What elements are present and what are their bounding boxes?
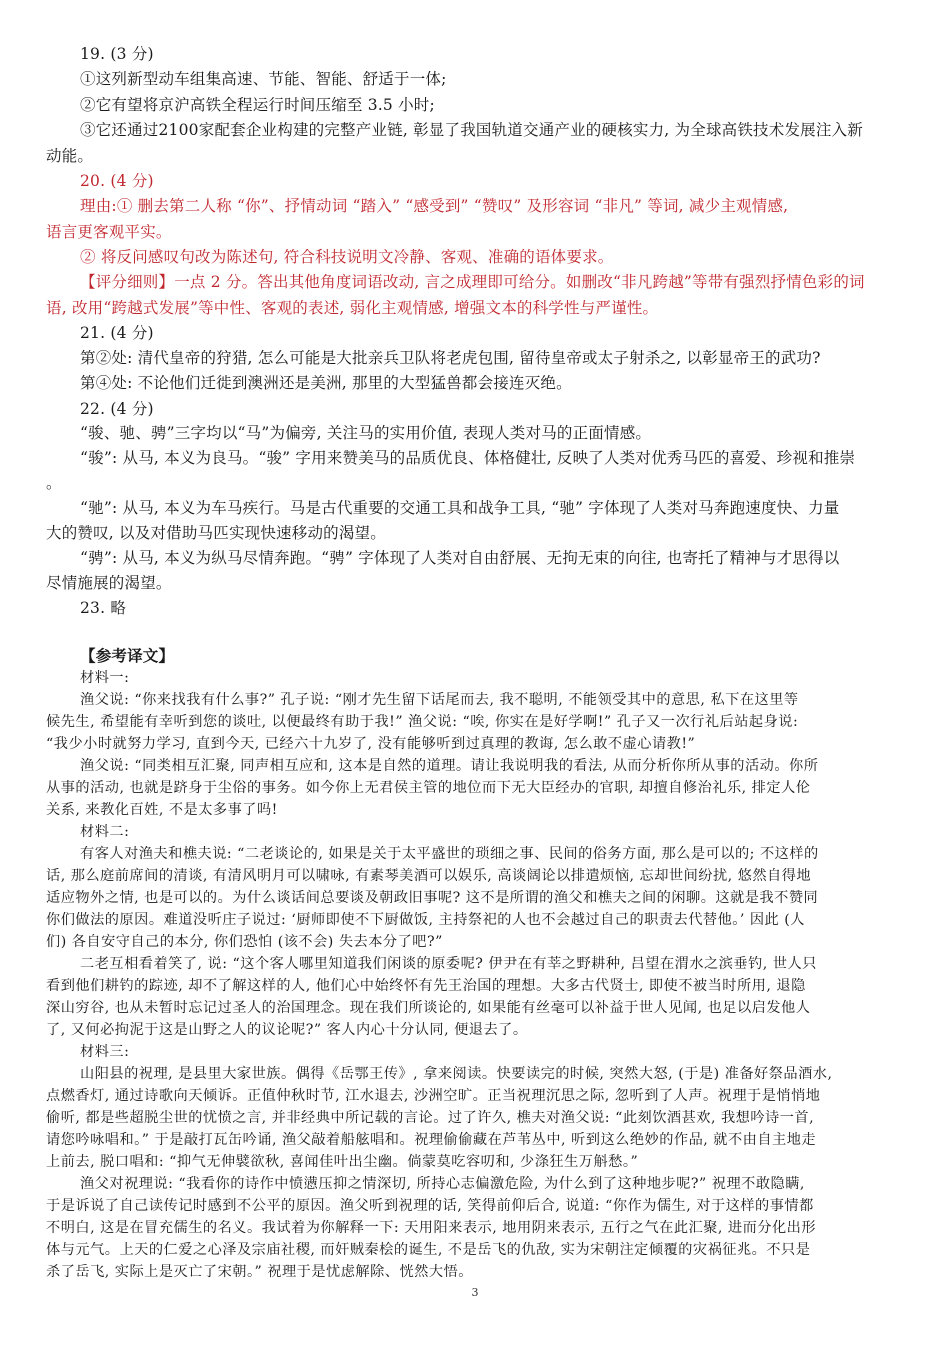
- q19-header: 19. (3 分): [80, 45, 154, 63]
- q20-scoring-rule-cont: 语, 改用“跨越式发展”等中性、客观的表述, 弱化主观情感, 增强文本的科学性与严谨性。: [46, 299, 659, 317]
- q20-reason-1-cont: 语言更客观平实。: [46, 223, 172, 241]
- q22-header: 22. (4 分): [80, 400, 154, 418]
- material-1-line: 候先生, 希望能有幸听到您的谈吐, 以便最终有助于我!” 渔父说: “唉, 你实在是好学啊!” 孔子又一次行礼后站起身说:: [46, 714, 799, 730]
- q21-header: 21. (4 分): [80, 324, 154, 342]
- material-1-line: 关系, 来教化百姓, 不是太多事了吗!: [46, 802, 278, 818]
- page-number: 3: [471, 1286, 479, 1299]
- material-3-line: 不明白, 这是在冒充儒生的名义。我试着为你解释一下: 天用阳来表示, 地用阴来表示, 五行之气在此汇聚, 进而分化出形: [46, 1220, 817, 1236]
- material-3-line: 点燃香灯, 通过诗歌向天倾诉。正值仲秋时节, 江水退去, 沙洲空旷。正当祝理沉思之际, 忽听到了人声。祝理于是悄悄地: [46, 1088, 821, 1104]
- q22-line-2-cont: 。: [46, 474, 62, 492]
- q22-line-4-cont: 尽情施展的渴望。: [46, 574, 172, 592]
- material-2-line: 有客人对渔夫和樵夫说: “二老谈论的, 如果是关于太平盛世的琐细之事、民间的俗务方面, 那么是可以的; 不这样的: [80, 846, 819, 862]
- material-1-line: 从事的活动, 也就是跻身于尘俗的事务。如今你上无君侯主管的地位而下无大臣经办的官职, 却擅自修治礼乐, 排定人伦: [46, 780, 811, 796]
- material-2-line: 二老互相看着笑了, 说: “这个客人哪里知道我们闲谈的原委呢? 伊尹在有莘之野耕种, 吕望在渭水之滨垂钓, 世人只: [80, 956, 817, 972]
- q19-line-2: ②它有望将京沪高铁全程运行时间压缩至 3.5 小时;: [80, 96, 435, 114]
- material-2-line: 们) 各自安守自己的本分, 你们恐怕 (该不会) 失去本分了吧?”: [46, 934, 443, 950]
- q22-line-3-cont: 大的赞叹, 以及对借助马匹实现快速移动的渴望。: [46, 524, 386, 542]
- material-1-line: 渔父说: “同类相互汇聚, 同声相互应和, 这本是自然的道理。请让我说明我的看法, 从而分析你所从事的活动。你所: [80, 758, 819, 774]
- material-2-line: 看到他们耕钓的踪迹, 却不了解这样的人, 他们心中始终怀有先王治国的理想。大多古代贤士, 即使不被当时所用, 退隐: [46, 978, 806, 994]
- material-3-line: 杀了岳飞, 实际上是灭亡了宋朝。” 祝理于是忧虑解除、恍然大悟。: [46, 1264, 473, 1280]
- q22-line-1: “骏、驰、骋”三字均以“马”为偏旁, 关注马的实用价值, 表现人类对马的正面情感。: [80, 424, 652, 442]
- q20-reason-2: ② 将反问感叹句改为陈述句, 符合科技说明文冷静、客观、准确的语体要求。: [80, 248, 614, 266]
- q23-header: 23. 略: [80, 599, 127, 617]
- material-1-header: 材料一:: [80, 670, 130, 686]
- material-3-line: 上前去, 脱口唱和: “抑气无伸襞欲秋, 喜闻佳叶出尘幽。倘蒙莫吃容叨和, 少涤狂生万斛愁。”: [46, 1154, 639, 1170]
- material-2-header: 材料二:: [80, 824, 130, 840]
- material-3-line: 请您吟咏唱和。” 于是敲打瓦缶吟诵, 渔父敲着船舷唱和。祝理偷偷藏在芦苇丛中, 听到这么绝妙的作品, 就不由自主地走: [46, 1132, 817, 1148]
- q19-line-3-cont: 动能。: [46, 147, 94, 165]
- q20-reason-1: 理由:① 删去第二人称 “你”、抒情动词 “踏入” “感受到” “赞叹” 及形容词 “非凡” 等词, 减少主观情感,: [80, 197, 789, 215]
- material-3-header: 材料三:: [80, 1044, 130, 1060]
- q21-line-1: 第②处: 清代皇帝的狩猎, 怎么可能是大批亲兵卫队将老虎包围, 留待皇帝或太子射杀之, 以彰显帝王的武功?: [80, 349, 821, 367]
- q19-line-1: ①这列新型动车组集高速、节能、智能、舒适于一体;: [80, 70, 447, 88]
- q20-header: 20. (4 分): [80, 172, 154, 190]
- material-2-line: 你们做法的原因。难道没听庄子说过: ‘厨师即使不下厨做饭, 主持祭祀的人也不会越过自己的职责去代替他。’ 因此 (人: [46, 912, 805, 928]
- material-1-line: “我少小时就努力学习, 直到今天, 已经六十九岁了, 没有能够听到过真理的教诲, 怎么敢不虚心请教!”: [46, 736, 696, 752]
- q20-scoring-rule: 【评分细则】一点 2 分。答出其他角度词语改动, 言之成理即可给分。如删改“非凡跨越”等带有强烈抒情色彩的词: [80, 273, 865, 291]
- material-2-line: 适应物外之情, 也是可以的。为什么谈话间总要谈及朝政旧事呢? 这不是所谓的渔父和樵夫之间的闲聊。这就是我不赞同: [46, 890, 819, 906]
- q21-line-2: 第④处: 不论他们迁徙到澳洲还是美洲, 那里的大型猛兽都会接连灭绝。: [80, 374, 572, 392]
- material-3-line: 于是诉说了自己读传记时感到不公平的原因。渔父听到祝理的话, 笑得前仰后合, 说道: “你作为儒生, 对于这样的事情都: [46, 1198, 814, 1214]
- material-3-line: 偷听, 都是些超脱尘世的忧愤之言, 并非经典中所记载的言论。过了许久, 樵夫对渔父说: “此刻饮酒甚欢, 我想吟诗一首,: [46, 1110, 815, 1126]
- translation-title: 【参考译文】: [80, 646, 175, 665]
- q22-line-4: “骋”: 从马, 本义为纵马尽情奔跑。“骋” 字体现了人类对自由舒展、无拘无束的向往, 也寄托了精神与才思得以: [80, 549, 840, 567]
- material-3-line: 体与元气。上天的仁爱之心泽及宗庙社稷, 而奸贼秦桧的诞生, 不是岳飞的仇敌, 实为宋朝注定倾覆的灾祸征兆。不只是: [46, 1242, 811, 1258]
- q22-line-2: “骏”: 从马, 本义为良马。“骏” 字用来赞美马的品质优良、体格健壮, 反映了人类对优秀马匹的喜爱、珍视和推崇: [80, 449, 856, 467]
- q19-line-3: ③它还通过2100家配套企业构建的完整产业链, 彰显了我国轨道交通产业的硬核实力, 为全球高铁技术发展注入新: [80, 121, 863, 139]
- q22-line-3: “驰”: 从马, 本义为车马疾行。马是古代重要的交通工具和战争工具, “驰” 字体现了人类对马奔跑速度快、力量: [80, 499, 840, 517]
- material-2-line: 深山穷谷, 也从未暂时忘记过圣人的治国理念。现在我们所谈论的, 如果能有丝毫可以补益于世人见闻, 也足以启发他人: [46, 1000, 811, 1016]
- material-2-line: 了, 又何必拘泥于这是山野之人的议论呢?” 客人内心十分认同, 便退去了。: [46, 1022, 528, 1038]
- material-2-line: 话, 那么庭前席间的清谈, 有清风明月可以啸咏, 有素琴美酒可以娱乐, 高谈阔论以排遣烦恼, 忘却世间纷扰, 悠然自得地: [46, 868, 812, 884]
- material-1-line: 渔父说: “你来找我有什么事?” 孔子说: “刚才先生留下话尾而去, 我不聪明, 不能领受其中的意思, 私下在这里等: [80, 692, 799, 708]
- material-3-line: 渔父对祝理说: “我看你的诗作中愤懑压抑之情深切, 所持心志偏激危险, 为什么到了这种地步呢?” 祝理不敢隐瞒,: [80, 1176, 805, 1192]
- material-3-line: 山阳县的祝理, 是县里大家世族。偶得《岳鄂王传》, 拿来阅读。快要读完的时候, 突然大怒, (于是) 准备好祭品酒水,: [80, 1066, 833, 1082]
